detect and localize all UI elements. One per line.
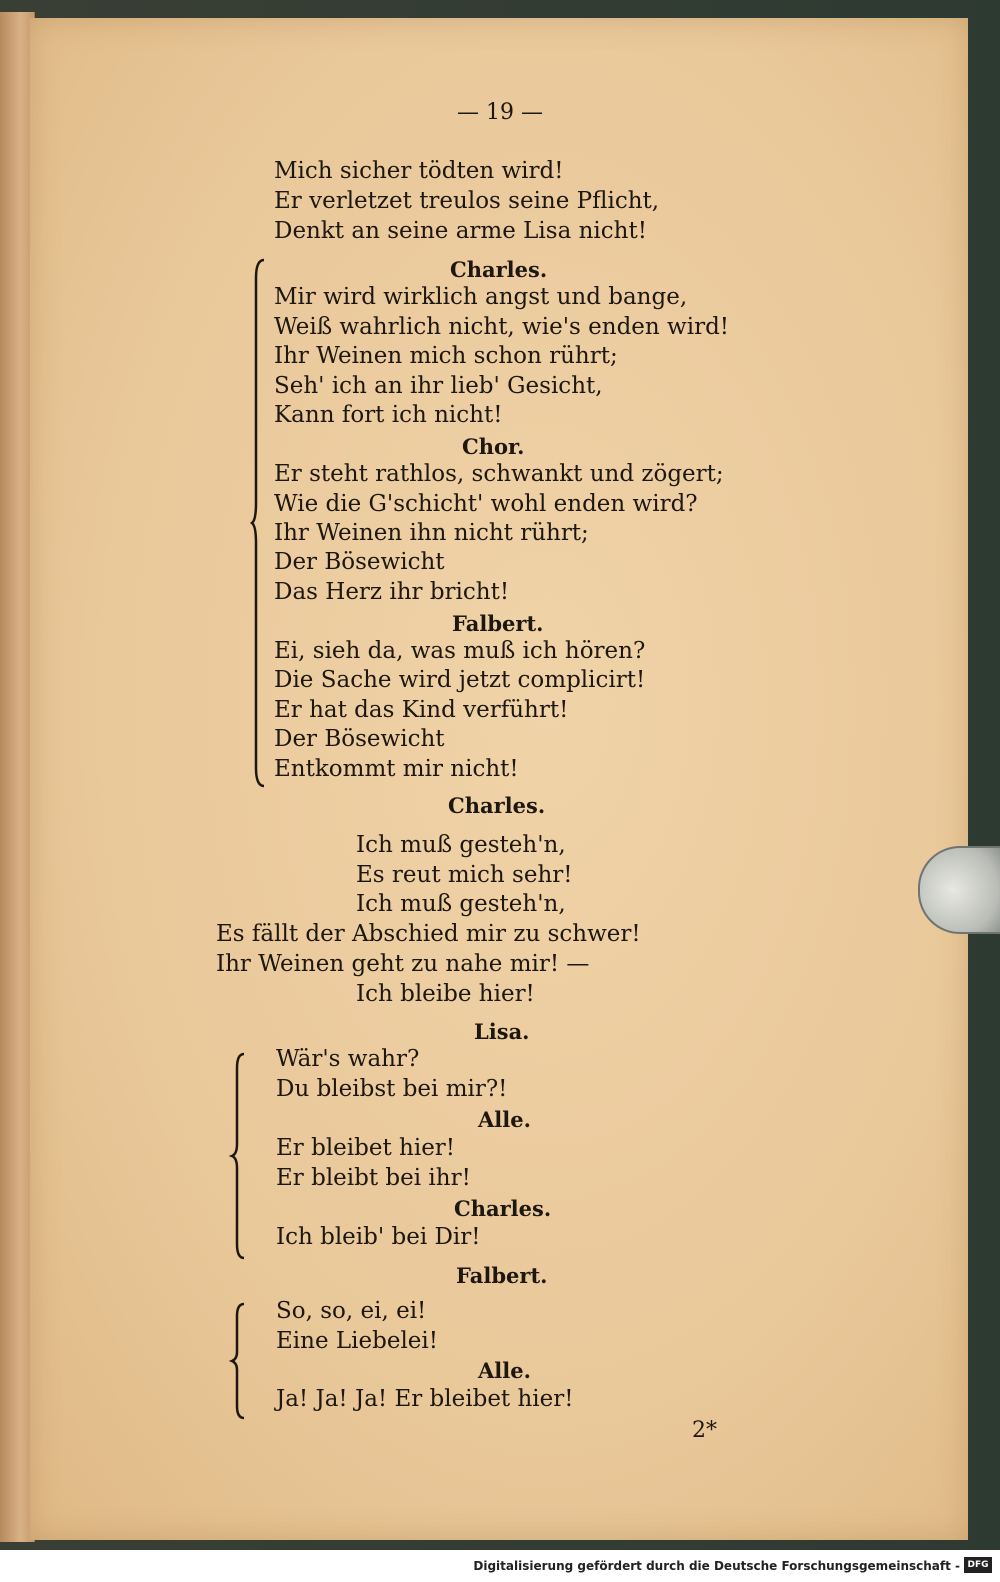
verse-line: Es fällt der Abschied mir zu schwer! [216,921,641,947]
verse-line: Er verletzet treulos seine Pflicht, [274,188,660,214]
digitization-credit: Digitalisierung gefördert durch die Deutsche Forschungsgemeinschaft - [473,1559,960,1573]
verse-line: So, so, ei, ei! [276,1298,427,1324]
verse-line: Wie die G'schicht' wohl enden wird? [274,491,698,517]
verse-line: Kann fort ich nicht! [274,402,503,428]
page-clip [918,846,1000,934]
speaker-name: Falbert. [456,1263,548,1288]
verse-line: Ei, sieh da, was muß ich hören? [274,638,646,664]
verse-line: Weiß wahrlich nicht, wie's enden wird! [274,314,730,340]
verse-line: Er hat das Kind verführt! [274,697,569,723]
verse-line: Er steht rathlos, schwankt und zögert; [274,461,724,487]
verse-line: Ich muß gesteh'n, [356,832,566,858]
trio-brace [232,1052,248,1260]
verse-line: Das Herz ihr bricht! [274,579,510,605]
verse-line: Mich sicher tödten wird! [274,158,564,184]
verse-line: Der Bösewicht [274,726,445,752]
verse-line: Denkt an seine arme Lisa nicht! [274,218,647,244]
verse-line: Er bleibt bei ihr! [276,1165,471,1191]
verse-line: Seh' ich an ihr lieb' Gesicht, [274,373,603,399]
verse-line: Ihr Weinen ihn nicht rührt; [274,520,589,546]
signature-mark: 2* [692,1418,717,1443]
speaker-name: Charles. [450,257,548,282]
dfg-logo: DFG [964,1557,992,1573]
verse-line: Mir wird wirklich angst und bange, [274,284,688,310]
verse-line: Ich bleib' bei Dir! [276,1224,481,1250]
verse-line: Ihr Weinen mich schon rührt; [274,343,618,369]
verse-line: Es reut mich sehr! [356,862,573,888]
verse-line: Entkommt mir nicht! [274,756,519,782]
verse-line: Die Sache wird jetzt complicirt! [274,667,646,693]
speaker-name: Falbert. [452,611,544,636]
verse-line: Er bleibet hier! [276,1135,456,1161]
verse-line: Wär's wahr? [276,1046,420,1072]
speaker-name: Alle. [478,1358,531,1383]
ensemble-brace [252,258,268,788]
verse-line: Ihr Weinen geht zu nahe mir! — [216,951,590,977]
speaker-name: Chor. [462,434,525,459]
verse-line: Der Bösewicht [274,549,445,575]
speaker-name: Alle. [478,1107,531,1132]
speaker-name: Charles. [448,793,546,818]
verse-line: Ja! Ja! Ja! Er bleibet hier! [276,1386,574,1412]
speaker-name: Lisa. [474,1019,530,1044]
verse-line: Eine Liebelei! [276,1328,439,1354]
verse-line: Ich muß gesteh'n, [356,891,566,917]
page-number: — 19 — [457,100,543,125]
speaker-name: Charles. [454,1196,552,1221]
verse-line: Du bleibst bei mir?! [276,1076,508,1102]
verse-line: Ich bleibe hier! [356,981,535,1007]
finale-brace [232,1302,248,1420]
